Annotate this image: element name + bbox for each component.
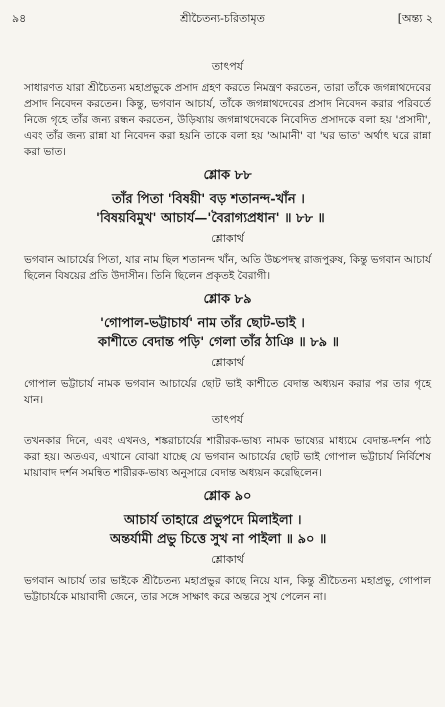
page-number: ৯৪ <box>12 12 27 25</box>
purport-text: সাধারণত যারা শ্রীচৈতন্য মহাপ্রভুকে প্রসাদ গ্রহণ করতে নিমন্ত্রণ করতেন, তারা তাঁকে জগন্নাথদেবের প্রসাদ নিবেদন করতেন। কিন্তু, ভগবান আচার্য, তাঁকে জগন্নাথদেবের প্রসাদ নিবেদন করার পরিবর্তে নিজে গৃহে তাঁর জন্য রন্ধন করতেন, উড়িষ্যায় জগন্নাথদেবকে নিবেদিত প্রসাদকে বলা হয় 'প্রসাদী', এবং তাঁর জন্য রান্না যা নিবেদন করা হয়নি তাকে বলা হয় 'আমানী' বা 'ঘর ভাত' অর্থাৎ ঘরে রান্না করা ভাত। <box>24 82 431 158</box>
translation-text: গোপাল ভট্টাচার্য নামক ভগবান আচার্যের ছোট ভাই কাশীতে বেদান্ত অধ্যয়ন করার পর তার গৃহে যান। <box>24 378 431 406</box>
verse-text <box>24 511 431 549</box>
page-header <box>12 10 433 26</box>
verse-line: 'গোপাল-ভট্টাচার্য' নাম তাঁর ছোট-ভাই । <box>100 316 305 331</box>
purport-heading: তাৎপর্য <box>211 60 244 73</box>
translation-heading: শ্লোকার্থ <box>211 553 244 566</box>
translation-heading: শ্লোকার্থ <box>211 232 244 245</box>
running-title: শ্রীচৈতন্য-চরিতামৃত <box>180 12 265 25</box>
verse-line: অন্তর্যামী প্রভু চিত্তে সুখ না পাইলা ॥ ৯০ ॥ <box>110 532 327 547</box>
translation-text: ভগবান আচার্য তার ভাইকে শ্রীচৈতন্য মহাপ্রভুর কাছে নিয়ে যান, কিন্তু শ্রীচৈতন্য মহাপ্রভু, গোপাল ভট্টাচার্যকে মায়াবাদী জেনে, তার সঙ্গে সাক্ষাৎ করে অন্তরে সুখ পেলেন না। <box>24 575 431 603</box>
verse-line: কাশীতে বেদান্ত পড়ি' গেলা তাঁর ঠাঞি ॥ ৮৯ ॥ <box>98 335 340 350</box>
purport-text: তখনকার দিনে, এবং এখনও, শঙ্করাচার্যের শারীরক-ভাষ্য নামক ভাষ্যের মাধ্যমে বেদান্ত-দর্শন পাঠ করা হয়। অতএব, এখানে বোঝা যাচ্ছে যে ভগবান আচার্যের ছোট ভাই গোপাল ভট্টাচার্য নির্বিশেষ মায়াবাদ দর্শন সমন্বিত শারীরক-ভাষ্য অনুসারে বেদান্ত অধ্যয়ন করেছিলেন। <box>24 435 431 479</box>
verse-text <box>24 314 431 352</box>
purport-heading: তাৎপর্য <box>211 413 244 426</box>
verse-line: 'বিষয়বিমুখ' আচার্য—'বৈরাগ্যপ্রধান' ॥ ৮৮ ॥ <box>96 211 325 226</box>
verse-line: তাঁর পিতা 'বিষয়ী' বড় শতানন্দ-খাঁন । <box>112 192 305 207</box>
translation-text: ভগবান আচার্যের পিতা, যার নাম ছিল শতানন্দ খাঁন, অতি উচ্চপদস্থ রাজপুরুষ, কিন্তু ভগবান আচার্য ছিলেন বিষয়ের প্রতি উদাসীন। তিনি ছিলেন প্রকৃতই বৈরাগী। <box>24 254 431 282</box>
verse-text <box>24 190 431 228</box>
verse-title: শ্লোক ৯০ <box>203 489 252 504</box>
verse-line: আচার্য তাহারে প্রভুপদে মিলাইলা । <box>124 513 302 528</box>
verse-title: শ্লোক ৮৯ <box>203 292 252 307</box>
section-label: [অন্ত্য ২ <box>397 12 433 25</box>
verse-title: শ্লোক ৮৮ <box>203 168 252 183</box>
page-content <box>24 56 431 608</box>
translation-heading: শ্লোকার্থ <box>211 356 244 369</box>
